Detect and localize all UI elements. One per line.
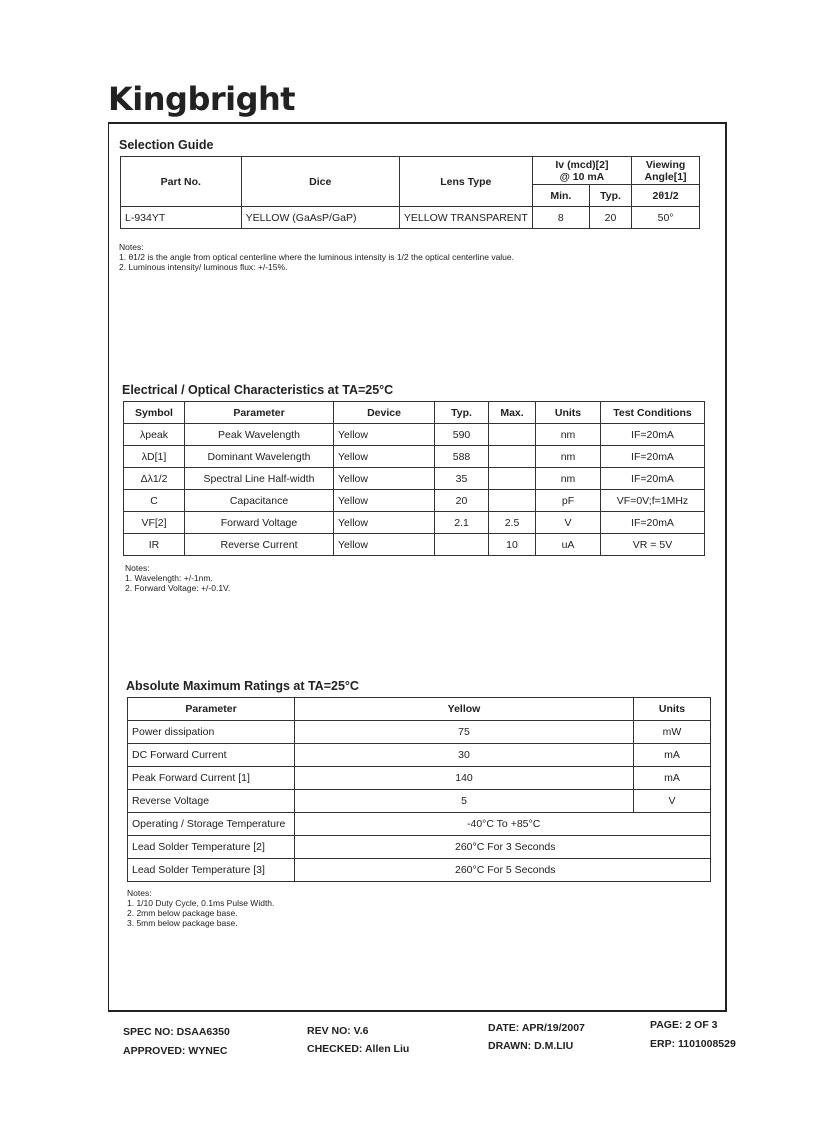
header-device: Device [334,402,435,424]
brand-logo: Kingbright [108,80,296,118]
absolute-ratings-title: Absolute Maximum Ratings at TA=25°C [126,679,359,693]
value-cell: 260°C For 3 Seconds [295,836,711,859]
note-line: 3. 5mm below package base. [127,918,238,928]
symbol-cell: λD[1] [124,446,185,468]
drawn-by: DRAWN: D.M.LIU [488,1040,574,1052]
parameter-cell: Peak Forward Current [1] [128,767,295,790]
device-cell: Yellow [334,468,435,490]
header-test-conditions: Test Conditions [601,402,705,424]
symbol-cell: C [124,490,185,512]
note-line: 1. 1/10 Duty Cycle, 0.1ms Pulse Width. [127,898,275,908]
test-conditions-cell: IF=20mA [601,468,705,490]
typ-cell [435,534,489,556]
symbol-cell: λpeak [124,424,185,446]
symbol-cell: IR [124,534,185,556]
header-angle-symbol: 2θ1/2 [632,185,700,207]
table-row [121,207,700,229]
parameter-cell: Spectral Line Half-width [185,468,334,490]
electrical-notes [125,563,230,593]
min-cell: 8 [532,207,589,229]
symbol-cell: VF[2] [124,512,185,534]
parameter-cell: Capacitance [185,490,334,512]
value-cell: 140 [295,767,634,790]
header-units: Units [536,402,601,424]
typ-cell: 590 [435,424,489,446]
header-iv-sub: @ 10 mA [559,170,605,183]
table-row [124,512,705,534]
table-row [128,744,711,767]
value-cell: 260°C For 5 Seconds [295,859,711,882]
symbol-cell: Δλ1/2 [124,468,185,490]
test-conditions-cell: VF=0V;f=1MHz [601,490,705,512]
typ-cell: 20 [435,490,489,512]
table-row [124,468,705,490]
page-number: PAGE: 2 OF 3 [650,1019,718,1031]
absolute-ratings-notes [127,888,274,928]
header-viewing-sub: Angle[1] [644,170,687,183]
device-cell: Yellow [334,446,435,468]
electrical-table [123,401,705,556]
device-cell: Yellow [334,490,435,512]
note-line: Notes: [127,888,152,898]
header-viewing [632,157,700,185]
electrical-title: Electrical / Optical Characteristics at TA=25°C [122,383,394,397]
header-iv-label: Iv (mcd)[2] [555,158,609,171]
units-cell: mW [634,721,711,744]
selection-guide-title: Selection Guide [119,138,214,152]
rev-no: REV NO: V.6 [307,1025,369,1037]
header-units: Units [634,698,711,721]
table-row [128,767,711,790]
parameter-cell: DC Forward Current [128,744,295,767]
date: DATE: APR/19/2007 [488,1022,585,1034]
angle-cell: 50° [632,207,700,229]
note-line: 1. Wavelength: +/-1nm. [125,573,213,583]
max-cell [489,424,536,446]
parameter-cell: Dominant Wavelength [185,446,334,468]
device-cell: Yellow [334,424,435,446]
parameter-cell: Forward Voltage [185,512,334,534]
table-row [124,490,705,512]
test-conditions-cell: IF=20mA [601,424,705,446]
header-parameter: Parameter [185,402,334,424]
header-viewing-label: Viewing [645,158,686,171]
header-lens-type: Lens Type [399,157,532,207]
note-line: Notes: [125,563,150,573]
header-typ: Typ. [589,185,631,207]
note-line: 2. Luminous intensity/ luminous flux: +/-15%. [119,262,288,272]
value-cell: 75 [295,721,634,744]
device-cell: Yellow [334,534,435,556]
value-cell: 30 [295,744,634,767]
parameter-cell: Peak Wavelength [185,424,334,446]
max-cell [489,490,536,512]
units-cell: nm [536,446,601,468]
absolute-ratings-table [127,697,711,882]
parameter-cell: Reverse Current [185,534,334,556]
max-cell: 2.5 [489,512,536,534]
lens-type-cell: YELLOW TRANSPARENT [399,207,532,229]
header-part-no: Part No. [121,157,242,207]
approved-by: APPROVED: WYNEC [123,1045,228,1057]
units-cell: V [536,512,601,534]
test-conditions-cell: IF=20mA [601,512,705,534]
header-iv [532,157,631,185]
header-typ: Typ. [435,402,489,424]
note-line: 2. Forward Voltage: +/-0.1V. [125,583,231,593]
typ-cell: 20 [589,207,631,229]
note-line: Notes: [119,242,144,252]
erp-number: ERP: 1101008529 [650,1038,736,1050]
max-cell: 10 [489,534,536,556]
checked-by: CHECKED: Allen Liu [307,1043,410,1055]
table-row [124,424,705,446]
table-row [128,859,711,882]
note-line: 1. θ1/2 is the angle from optical centerline where the luminous intensity is 1/2 the optical centerline value. [119,252,515,262]
test-conditions-cell: IF=20mA [601,446,705,468]
header-parameter: Parameter [128,698,295,721]
note-line: 2. 2mm below package base. [127,908,238,918]
table-row [128,721,711,744]
table-row [128,790,711,813]
units-cell: V [634,790,711,813]
header-min: Min. [532,185,589,207]
max-cell [489,468,536,490]
typ-cell: 35 [435,468,489,490]
typ-cell: 2.1 [435,512,489,534]
test-conditions-cell: VR = 5V [601,534,705,556]
selection-guide-table [120,156,700,229]
value-cell: -40°C To +85°C [295,813,711,836]
units-cell: mA [634,744,711,767]
max-cell [489,446,536,468]
value-cell: 5 [295,790,634,813]
units-cell: mA [634,767,711,790]
table-row [124,446,705,468]
table-row [128,836,711,859]
header-symbol: Symbol [124,402,185,424]
units-cell: nm [536,424,601,446]
spec-no: SPEC NO: DSAA6350 [123,1026,230,1038]
units-cell: pF [536,490,601,512]
parameter-cell: Operating / Storage Temperature [128,813,295,836]
device-cell: Yellow [334,512,435,534]
table-row [128,813,711,836]
selection-guide-notes [119,242,514,272]
parameter-cell: Reverse Voltage [128,790,295,813]
table-row [124,534,705,556]
header-yellow: Yellow [295,698,634,721]
typ-cell: 588 [435,446,489,468]
parameter-cell: Lead Solder Temperature [2] [128,836,295,859]
units-cell: nm [536,468,601,490]
header-max: Max. [489,402,536,424]
part-no-cell: L-934YT [121,207,242,229]
dice-cell: YELLOW (GaAsP/GaP) [241,207,399,229]
parameter-cell: Lead Solder Temperature [3] [128,859,295,882]
units-cell: uA [536,534,601,556]
header-dice: Dice [241,157,399,207]
parameter-cell: Power dissipation [128,721,295,744]
